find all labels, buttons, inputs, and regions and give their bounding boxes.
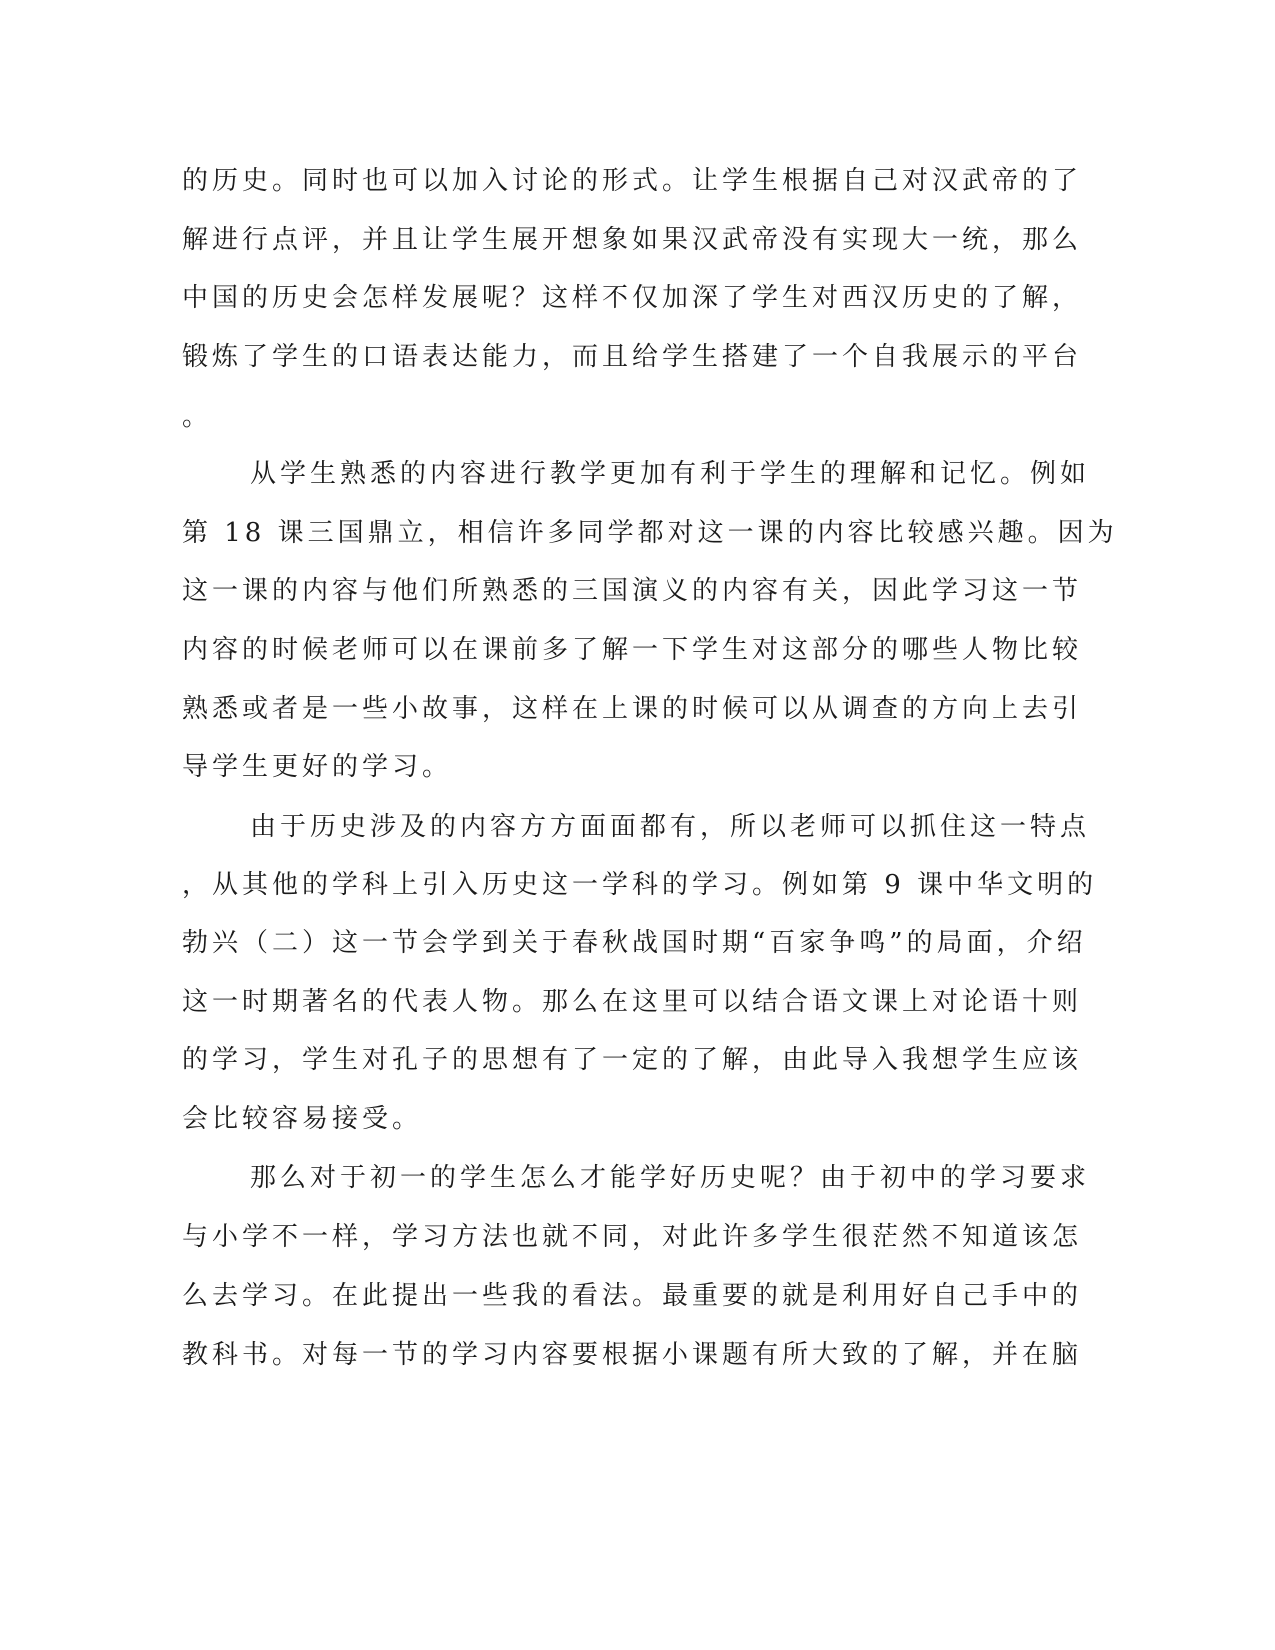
text-line: ，从其他的学科上引入历史这一学科的学习。例如第 9 课中华文明的 — [182, 870, 1098, 900]
text-line: 。 — [182, 402, 213, 432]
text-line: 与小学不一样，学习方法也就不同，对此许多学生很茫然不知道该怎 — [182, 1222, 1083, 1252]
text-line: 解进行点评，并且让学生展开想象如果汉武帝没有实现大一统，那么 — [182, 225, 1083, 255]
text-line: 会比较容易接受。 — [182, 1104, 423, 1134]
text-line: 导学生更好的学习。 — [182, 752, 453, 782]
text-line: 内容的时候老师可以在课前多了解一下学生对这部分的哪些人物比较 — [182, 635, 1083, 665]
text-line: 么去学习。在此提出一些我的看法。最重要的就是利用好自己手中的 — [182, 1281, 1083, 1311]
text-line: 中国的历史会怎样发展呢？这样不仅加深了学生对西汉历史的了解， — [182, 283, 1083, 313]
paragraph-first-line: 那么对于初一的学生怎么才能学好历史呢？由于初中的学习要求 — [250, 1163, 1091, 1193]
text-line: 锻炼了学生的口语表达能力，而且给学生搭建了一个自我展示的平台 — [182, 342, 1083, 372]
paragraph-first-line: 从学生熟悉的内容进行教学更加有利于学生的理解和记忆。例如 — [250, 459, 1091, 489]
text-line: 这一课的内容与他们所熟悉的三国演义的内容有关，因此学习这一节 — [182, 576, 1083, 606]
text-line: 的学习，学生对孔子的思想有了一定的了解，由此导入我想学生应该 — [182, 1045, 1083, 1075]
text-line: 的历史。同时也可以加入讨论的形式。让学生根据自己对汉武帝的了 — [182, 166, 1083, 196]
text-line: 第 18 课三国鼎立，相信许多同学都对这一课的内容比较感兴趣。因为 — [182, 518, 1118, 548]
paragraph-first-line: 由于历史涉及的内容方方面面都有，所以老师可以抓住这一特点 — [250, 812, 1091, 842]
text-line: 熟悉或者是一些小故事，这样在上课的时候可以从调查的方向上去引 — [182, 694, 1083, 724]
text-line: 教科书。对每一节的学习内容要根据小课题有所大致的了解，并在脑 — [182, 1340, 1083, 1370]
text-line: 这一时期著名的代表人物。那么在这里可以结合语文课上对论语十则 — [182, 987, 1083, 1017]
text-line: 勃兴（二）这一节会学到关于春秋战国时期“百家争鸣”的局面，介绍 — [182, 928, 1087, 958]
